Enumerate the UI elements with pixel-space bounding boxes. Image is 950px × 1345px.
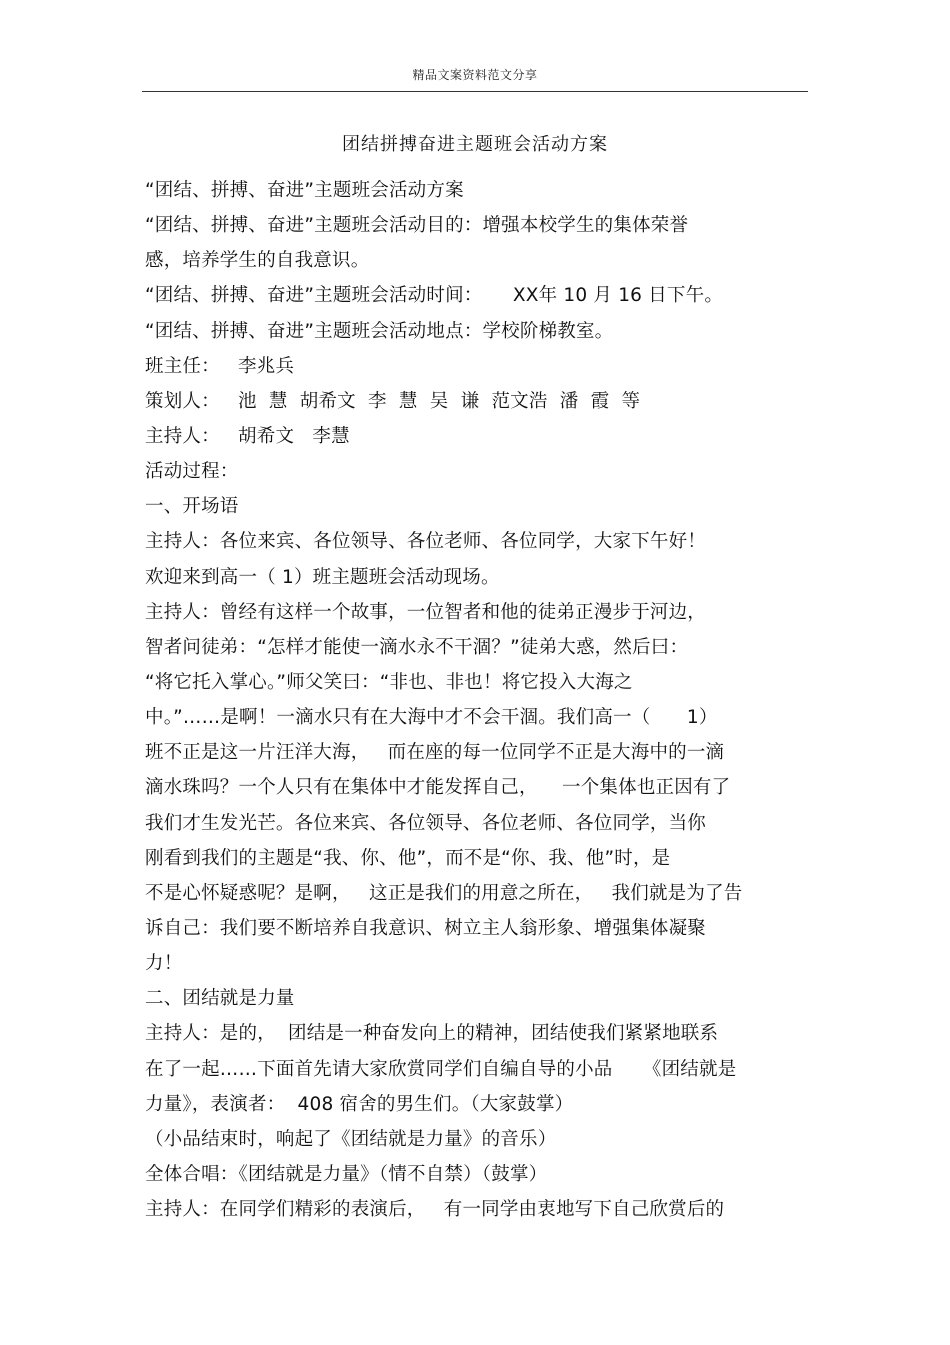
body-line: 诉自己：我们要不断培养自我意识、树立主人翁形象、增强集体凝聚 xyxy=(145,917,707,939)
body-line: 全体合唱：《团结就是力量》（情不自禁）（鼓掌） xyxy=(145,1163,548,1185)
body-line: 力！ xyxy=(145,953,183,975)
body-line: 主持人：在同学们精彩的表演后， 有一同学由衷地写下自己欣赏后的 xyxy=(145,1199,725,1221)
body-line: “团结、拼搏、奋进”主题班会活动时间： XX年 10 月 16 日下午。 xyxy=(145,285,724,307)
body-line: 刚看到我们的主题是“我、你、他”，而不是“你、我、他”时，是 xyxy=(145,847,671,869)
page-header: 精品文案资料范文分享 xyxy=(412,68,538,82)
body-line: 力量》，表演者： 408 宿舍的男生们。（大家鼓掌） xyxy=(145,1093,574,1115)
body-line: 主持人：是的， 团结是一种奋发向上的精神，团结使我们紧紧地联系 xyxy=(145,1023,719,1045)
body-line: 不是心怀疑惑呢？是啊， 这正是我们的用意之所在， 我们就是为了告 xyxy=(145,882,743,904)
document-title: 团结拼搏奋进主题班会活动方案 xyxy=(342,134,608,155)
body-line: 主持人：曾经有这样一个故事，一位智者和他的徒弟正漫步于河边， xyxy=(145,601,707,623)
body-line: 中。”……是啊！一滴水只有在大海中才不会干涸。我们高一（ 1） xyxy=(145,707,718,729)
body-line: 主持人：各位来宾、各位领导、各位老师、各位同学，大家下午好！ xyxy=(145,531,707,553)
body-line: 滴水珠吗？一个人只有在集体中才能发挥自己， 一个集体也正因有了 xyxy=(145,777,731,799)
body-line: 感，培养学生的自我意识。 xyxy=(145,250,370,272)
body-line: （小品结束时，响起了《团结就是力量》的音乐） xyxy=(145,1128,557,1150)
body-line: 我们才生发光芒。各位来宾、各位领导、各位老师、各位同学，当你 xyxy=(145,812,707,834)
body-line: 活动过程： xyxy=(145,461,239,483)
body-line: 班主任： 李兆兵 xyxy=(145,355,295,377)
body-line: “将它托入掌心。”师父笑曰：“非也、非也！将它投入大海之 xyxy=(145,671,633,693)
body-line: “团结、拼搏、奋进”主题班会活动地点：学校阶梯教室。 xyxy=(145,320,614,342)
body-line: “团结、拼搏、奋进”主题班会活动目的：增强本校学生的集体荣誉 xyxy=(145,215,689,237)
body-line: 在了一起……下面首先请大家欣赏同学们自编自导的小品 《团结就是 xyxy=(145,1058,737,1080)
section-heading: 二、团结就是力量 xyxy=(145,988,295,1010)
body-line: 主持人： 胡希文 李慧 xyxy=(145,425,350,447)
body-line: 班不正是这一片汪洋大海， 而在座的每一位同学不正是大海中的一滴 xyxy=(145,742,725,764)
body-line: 智者问徒弟：“怎样才能使一滴水永不干涸？”徒弟大惑，然后曰： xyxy=(145,636,689,658)
document-body xyxy=(145,173,810,1227)
body-line: 策划人： 池 慧 胡希文 李 慧 吴 谦 范文浩 潘 霞 等 xyxy=(145,390,641,412)
section-heading: 一、开场语 xyxy=(145,496,239,518)
body-line: “团结、拼搏、奋进”主题班会活动方案 xyxy=(145,180,464,201)
body-line: 欢迎来到高一（ 1）班主题班会活动现场。 xyxy=(145,566,500,588)
header-divider xyxy=(142,91,808,92)
